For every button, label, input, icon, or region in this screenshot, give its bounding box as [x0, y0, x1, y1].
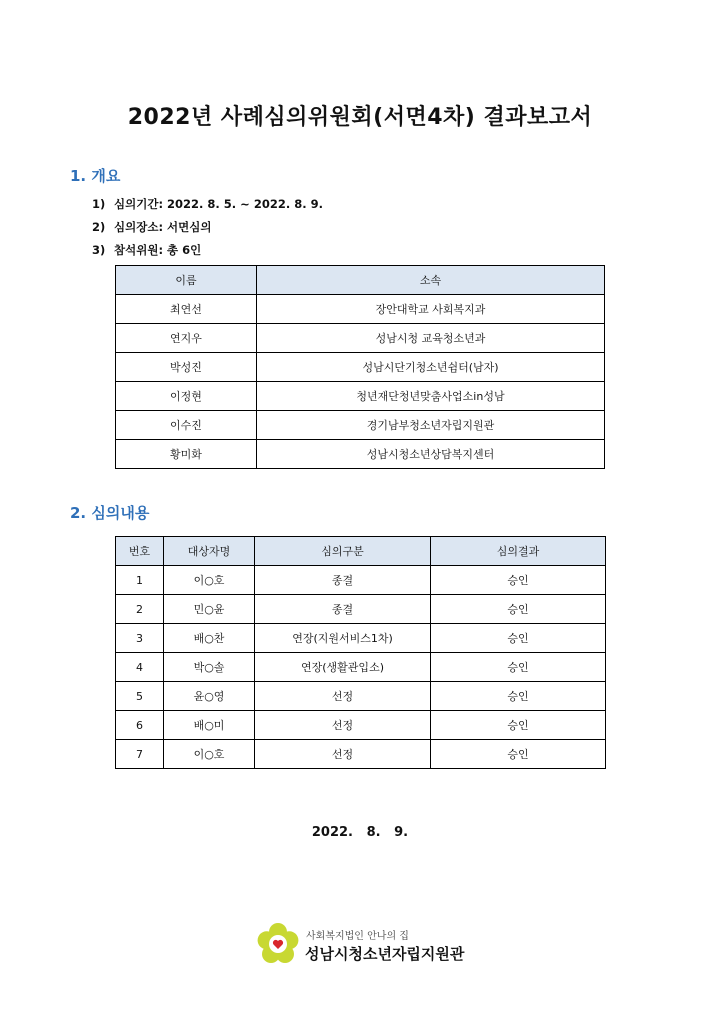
- subject-name: 박○솔: [164, 653, 255, 682]
- review-type: 선정: [255, 711, 431, 740]
- table-row: [116, 595, 606, 624]
- section-heading-overview: 1. 개요: [70, 167, 121, 185]
- review-result: 승인: [431, 624, 606, 653]
- info-item-text: 심의장소: 서면심의: [114, 220, 212, 234]
- row-number: 1: [116, 566, 164, 595]
- table-row: [116, 440, 605, 469]
- review-results-table: [115, 536, 606, 769]
- review-result: 승인: [431, 682, 606, 711]
- row-number: 2: [116, 595, 164, 624]
- column-header-name: 이름: [116, 266, 257, 295]
- flower-heart-icon: [256, 922, 300, 966]
- table-header-row: [116, 266, 605, 295]
- subject-name: 윤○영: [164, 682, 255, 711]
- review-result: 승인: [431, 653, 606, 682]
- info-item-number: 3): [92, 243, 106, 257]
- member-affiliation: 성남시청 교육청소년과: [257, 324, 605, 353]
- review-type: 선정: [255, 682, 431, 711]
- section-heading-review: 2. 심의내용: [70, 504, 150, 522]
- table-row: [116, 411, 605, 440]
- report-title: 2022년 사례심의위원회(서면4차) 결과보고서: [127, 105, 593, 130]
- review-type: 연장(지원서비스1차): [255, 624, 431, 653]
- member-affiliation: 성남시청소년상담복지센터: [257, 440, 605, 469]
- member-affiliation: 장안대학교 사회복지과: [257, 295, 605, 324]
- table-row: [116, 740, 606, 769]
- subject-name: 이○호: [164, 566, 255, 595]
- info-item-text: 참석위원: 총 6인: [114, 243, 202, 257]
- committee-members-table: [115, 265, 605, 469]
- report-date: 2022. 8. 9.: [311, 825, 409, 840]
- info-item: [92, 219, 212, 235]
- row-number: 4: [116, 653, 164, 682]
- column-header-affiliation: 소속: [257, 266, 605, 295]
- subject-name: 민○윤: [164, 595, 255, 624]
- table-row: [116, 682, 606, 711]
- member-affiliation: 경기남부청소년자립지원관: [257, 411, 605, 440]
- table-header-row: [116, 537, 606, 566]
- row-number: 3: [116, 624, 164, 653]
- member-name: 이정현: [116, 382, 257, 411]
- review-type: 종결: [255, 595, 431, 624]
- review-type: 선정: [255, 740, 431, 769]
- row-number: 7: [116, 740, 164, 769]
- member-name: 연지우: [116, 324, 257, 353]
- table-row: [116, 353, 605, 382]
- review-type: 연장(생활관입소): [255, 653, 431, 682]
- row-number: 5: [116, 682, 164, 711]
- table-row: [116, 653, 606, 682]
- column-header-number: 번호: [116, 537, 164, 566]
- subject-name: 이○호: [164, 740, 255, 769]
- info-item-number: 1): [92, 197, 106, 211]
- info-item: [92, 196, 323, 212]
- review-result: 승인: [431, 740, 606, 769]
- info-item-number: 2): [92, 220, 106, 234]
- info-item: [92, 242, 201, 258]
- table-row: [116, 711, 606, 740]
- member-name: 이수진: [116, 411, 257, 440]
- column-header-result: 심의결과: [431, 537, 606, 566]
- member-name: 박성진: [116, 353, 257, 382]
- table-row: [116, 624, 606, 653]
- review-result: 승인: [431, 595, 606, 624]
- row-number: 6: [116, 711, 164, 740]
- info-item-text: 심의기간: 2022. 8. 5. ~ 2022. 8. 9.: [114, 197, 323, 211]
- table-row: [116, 324, 605, 353]
- review-result: 승인: [431, 711, 606, 740]
- table-row: [116, 382, 605, 411]
- subject-name: 배○미: [164, 711, 255, 740]
- column-header-type: 심의구분: [255, 537, 431, 566]
- organization-subtitle: 사회복지법인 안나의 집: [306, 931, 409, 942]
- member-affiliation: 성남시단기청소년쉼터(남자): [257, 353, 605, 382]
- review-result: 승인: [431, 566, 606, 595]
- table-row: [116, 566, 606, 595]
- member-affiliation: 청년재단청년맞춤사업소in성남: [257, 382, 605, 411]
- organization-name: 성남시청소년자립지원관: [305, 945, 465, 963]
- subject-name: 배○찬: [164, 624, 255, 653]
- column-header-subject: 대상자명: [164, 537, 255, 566]
- member-name: 최연선: [116, 295, 257, 324]
- review-type: 종결: [255, 566, 431, 595]
- table-row: [116, 295, 605, 324]
- member-name: 황미화: [116, 440, 257, 469]
